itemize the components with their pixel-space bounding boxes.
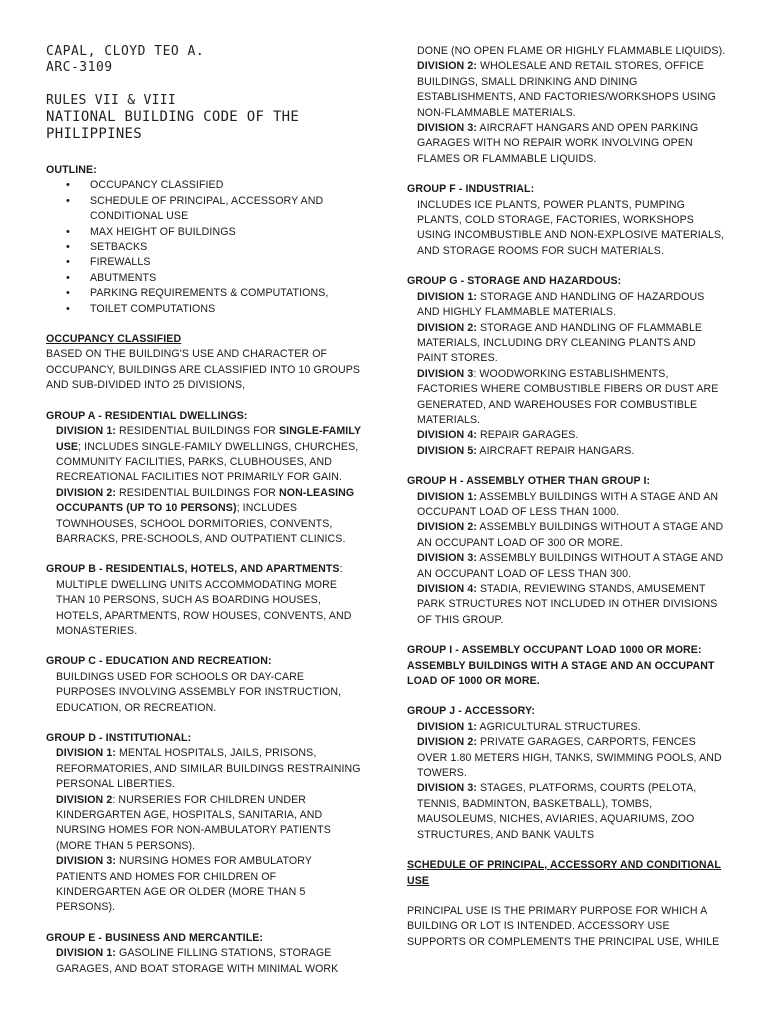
group-j [407, 704, 729, 843]
group-b-colon: : [339, 563, 343, 576]
group-i [407, 643, 729, 689]
division-text: RESIDENTIAL BUILDINGS FOR [115, 486, 279, 499]
division-text: STORAGE AND HANDLING OF FLAMMABLE MATERIALS, INCLUDING DRY CLEANING PLANTS AND PAINT STORES. [417, 321, 703, 365]
division-label: DIVISION 3 [417, 367, 474, 380]
group-j-division-2 [407, 735, 729, 781]
title-line-1: NATIONAL BUILDING CODE OF THE [46, 109, 300, 125]
group-b-title: GROUP B - RESIDENTIALS, HOTELS, AND APARTMENTS [46, 563, 340, 576]
group-b-text: MULTIPLE DWELLING UNITS ACCOMMODATING MORE THAN 10 PERSONS, SUCH AS BOARDING HOUSES, HOTELS, APARTMENTS, ROW HOUSES, CONVENTS, AND MONASTERIES. [56, 578, 352, 637]
division-text: STADIA, REVIEWING STANDS, AMUSEMENT PARK STRUCTURES NOT INCLUDED IN OTHER DIVISIONS OF THIS GROUP. [417, 583, 718, 626]
group-d-title: GROUP D - INSTITUTIONAL: [46, 732, 192, 744]
group-e-division-3 [407, 121, 729, 167]
left-column [46, 0, 364, 977]
title-rules: RULES VII & VIII [46, 93, 177, 108]
group-a-division-1 [46, 424, 364, 486]
division-label: DIVISION 1: [56, 747, 116, 760]
document-title [46, 92, 364, 143]
division-label: DIVISION 4: [417, 429, 477, 442]
division-text: NURSING HOMES FOR AMBULATORY PATIENTS AND HOMES FOR CHILDREN OF KINDERGARTEN AGE OR OLDER (MORE THAN 5 PERSONS). [56, 855, 312, 914]
division-text: ; INCLUDES TOWNHOUSES, SCHOOL DORMITORIES, CONVENTS, BARRACKS, PRE-SCHOOLS, AND OUTPATIENT CLINICS. [56, 502, 346, 545]
division-emphasis: NON-LEASING OCCUPANTS (UP TO 10 PERSONS) [56, 486, 355, 515]
division-text: STAGES, PLATFORMS, COURTS (PELOTA, TENNIS, BADMINTON, BASKETBALL), TOMBS, MAUSOLEUMS, NICHES, AVIARIES, AQUARIUMS, ZOO STRUCTURES, AND BANK VAULTS [417, 782, 697, 841]
group-h-division-1 [407, 490, 729, 521]
group-c-text: BUILDINGS USED FOR SCHOOLS OR DAY-CARE PURPOSES INVOLVING ASSEMBLY FOR INSTRUCTION, EDUCATION, OR RECREATION. [56, 670, 342, 714]
group-j-division-3 [407, 781, 729, 843]
group-j-division-1 [407, 720, 729, 735]
occupancy-section [46, 332, 364, 394]
group-f [407, 182, 729, 259]
division-label: DIVISION 2: [417, 321, 477, 334]
group-h-title: GROUP H - ASSEMBLY OTHER THAN GROUP I: [407, 475, 651, 488]
division-text: : NURSERIES FOR CHILDREN UNDER KINDERGARTEN AGE, HOSPITALS, SANITARIA, AND NURSING HOMES FOR NON-AMBULATORY PATIENTS (MORE THAN 5 PERSONS). [56, 793, 331, 852]
schedule-text: PRINCIPAL USE IS THE PRIMARY PURPOSE FOR WHICH A BUILDING OR LOT IS INTENDED. ACCESSORY USE SUPPORTS OR COMPLEMENTS THE PRINCIPAL USE, WHILE [407, 904, 720, 948]
division-label: DIVISION 3: [417, 552, 477, 565]
group-h-division-4 [407, 582, 729, 628]
division-text: RESIDENTIAL BUILDINGS FOR [115, 425, 279, 438]
division-label: DIVISION 1: [417, 490, 477, 503]
division-text: GASOLINE FILLING STATIONS, STORAGE GARAGES, AND BOAT STORAGE WITH MINIMAL WORK [56, 947, 339, 975]
division-text: WHOLESALE AND RETAIL STORES, OFFICE BUILDINGS, SMALL DRINKING AND DINING ESTABLISHMENTS, AND FACTORIES/WORKSHOPS USING NON-FLAMMABLE MATERIALS. [417, 60, 717, 119]
author-block [46, 44, 364, 76]
group-e-division-1 [46, 946, 364, 977]
division-label: DIVISION 1: [417, 720, 477, 733]
group-h-division-3 [407, 551, 729, 582]
occupancy-heading: OCCUPANCY CLASSIFIED [46, 333, 182, 346]
group-b [46, 562, 364, 639]
group-h-division-2 [407, 520, 729, 551]
division-emphasis: SINGLE-FAMILY USE [56, 425, 361, 453]
occupancy-intro: BASED ON THE BUILDING'S USE AND CHARACTER OF OCCUPANCY, BUILDINGS ARE CLASSIFIED INTO 10 GROUPS AND SUB-DIVIDED INTO 25 DIVISIONS, [46, 348, 361, 392]
right-column [407, 44, 729, 950]
group-f-text: INCLUDES ICE PLANTS, POWER PLANTS, PUMPING PLANTS, COLD STORAGE, FACTORIES, WORKSHOPS USING INCOMBUSTIBLE AND NON-EXPLOSIVE MATERIALS, AND STORAGE ROOMS FOR SUCH MATERIALS. [417, 198, 725, 257]
division-label: DIVISION 2: [56, 486, 116, 499]
group-d-division-1 [46, 746, 364, 792]
division-text: AIRCRAFT REPAIR HANGARS. [476, 444, 635, 457]
outline-label: OUTLINE: [46, 164, 97, 176]
group-h [407, 474, 729, 628]
group-g [407, 274, 729, 459]
group-e [46, 931, 364, 977]
division-label: DIVISION 2 [56, 793, 113, 806]
group-a [46, 409, 364, 548]
schedule-heading: SCHEDULE OF PRINCIPAL, ACCESSORY AND CONDITIONAL USE [407, 859, 721, 887]
schedule-section [407, 858, 729, 950]
division-text: REPAIR GARAGES. [476, 429, 579, 442]
division-label: DIVISION 3: [417, 122, 477, 135]
outline-item: • MAX HEIGHT OF BUILDINGS [90, 225, 364, 240]
group-a-title: GROUP A - RESIDENTIAL DWELLINGS: [46, 409, 248, 422]
division-label: DIVISION 1: [56, 947, 116, 960]
group-f-title: GROUP F - INDUSTRIAL: [407, 183, 535, 196]
division-label: DIVISION 4: [417, 583, 477, 595]
division-text: PRIVATE GARAGES, CARPORTS, FENCES OVER 1.80 METERS HIGH, TANKS, SWIMMING POOLS, AND TOWERS. [417, 736, 722, 780]
group-b-title-line [46, 562, 364, 577]
division-text: : WOODWORKING ESTABLISHMENTS, FACTORIES WHERE COMBUSTIBLE FIBERS OR DUST ARE GENERATED, AND WAREHOUSES FOR COMBUSTIBLE MATERIALS. [417, 367, 719, 426]
division-label: DIVISION 2: [417, 521, 477, 534]
division-label: DIVISION 3: [56, 855, 116, 868]
division-text: STORAGE AND HANDLING OF HAZARDOUS AND HIGHLY FLAMMABLE MATERIALS. [417, 290, 705, 319]
author-code: ARC-3109 [46, 60, 113, 75]
division-label: DIVISION 2: [417, 736, 477, 749]
outline-list [46, 178, 364, 317]
outline-item: • SETBACKS [90, 240, 364, 255]
group-d [46, 731, 364, 916]
group-e-division-2 [407, 59, 729, 121]
group-d-division-3 [46, 854, 364, 916]
section-spacer [407, 889, 729, 904]
outline-item: • SCHEDULE OF PRINCIPAL, ACCESSORY AND CONDITIONAL USE [90, 194, 364, 225]
group-c-title: GROUP C - EDUCATION AND RECREATION: [46, 655, 272, 668]
group-c [46, 654, 364, 716]
division-text: MENTAL HOSPITALS, JAILS, PRISONS, REFORMATORIES, AND SIMILAR BUILDINGS RESTRAINING PERSONAL LIBERTIES. [56, 747, 361, 791]
title-line-2: PHILIPPINES [46, 126, 143, 142]
division-label: DIVISION 1: [417, 290, 477, 303]
outline-item: • PARKING REQUIREMENTS & COMPUTATIONS, [90, 286, 364, 301]
group-g-division-4 [407, 428, 729, 443]
group-g-division-3 [407, 367, 729, 429]
group-d-division-2 [46, 793, 364, 855]
group-i-title: GROUP I - ASSEMBLY OCCUPANT LOAD 1000 OR MORE: ASSEMBLY BUILDINGS WITH A STAGE AND AN OCCUPANT LOAD OF 1000 OR MORE. [407, 644, 715, 688]
division-label: DIVISION 1: [56, 425, 116, 438]
division-text: AIRCRAFT HANGARS AND OPEN PARKING GARAGES WITH NO REPAIR WORK INVOLVING OPEN FLAMES OR FLAMMABLE LIQUIDS. [417, 122, 699, 165]
outline-item: • FIREWALLS [90, 255, 364, 270]
division-text: ASSEMBLY BUILDINGS WITHOUT A STAGE AND AN OCCUPANT LOAD OF LESS THAN 300. [417, 552, 724, 580]
outline-item: • TOILET COMPUTATIONS [90, 302, 364, 317]
group-e-division-1-continued: DONE (NO OPEN FLAME OR HIGHLY FLAMMABLE LIQUIDS). [417, 45, 726, 57]
group-g-division-5 [407, 444, 729, 459]
division-text: ASSEMBLY BUILDINGS WITH A STAGE AND AN OCCUPANT LOAD OF LESS THAN 1000. [417, 490, 719, 518]
group-g-division-2 [407, 321, 729, 367]
division-text: ; INCLUDES SINGLE-FAMILY DWELLINGS, CHURCHES, COMMUNITY FACILITIES, PARKS, CLUBHOUSES, AND RECREATIONAL FACILITIES NOT PRIMARILY FOR GAIN. [56, 440, 359, 484]
group-g-division-1 [407, 290, 729, 321]
division-label: DIVISION 2: [417, 60, 477, 73]
division-text: AGRICULTURAL STRUCTURES. [476, 720, 641, 733]
group-a-division-2 [46, 486, 364, 548]
author-name: CAPAL, CLOYD TEO A. [46, 44, 205, 59]
division-label: DIVISION 5: [417, 444, 477, 457]
division-text: ASSEMBLY BUILDINGS WITHOUT A STAGE AND AN OCCUPANT LOAD OF 300 OR MORE. [417, 521, 724, 549]
group-g-title: GROUP G - STORAGE AND HAZARDOUS: [407, 275, 622, 288]
group-j-title: GROUP J - ACCESSORY: [407, 705, 535, 718]
outline-item: • OCCUPANCY CLASSIFIED [90, 178, 364, 193]
outline-item: • ABUTMENTS [90, 271, 364, 286]
division-label: DIVISION 3: [417, 782, 477, 795]
group-e-title: GROUP E - BUSINESS AND MERCANTILE: [46, 931, 264, 944]
